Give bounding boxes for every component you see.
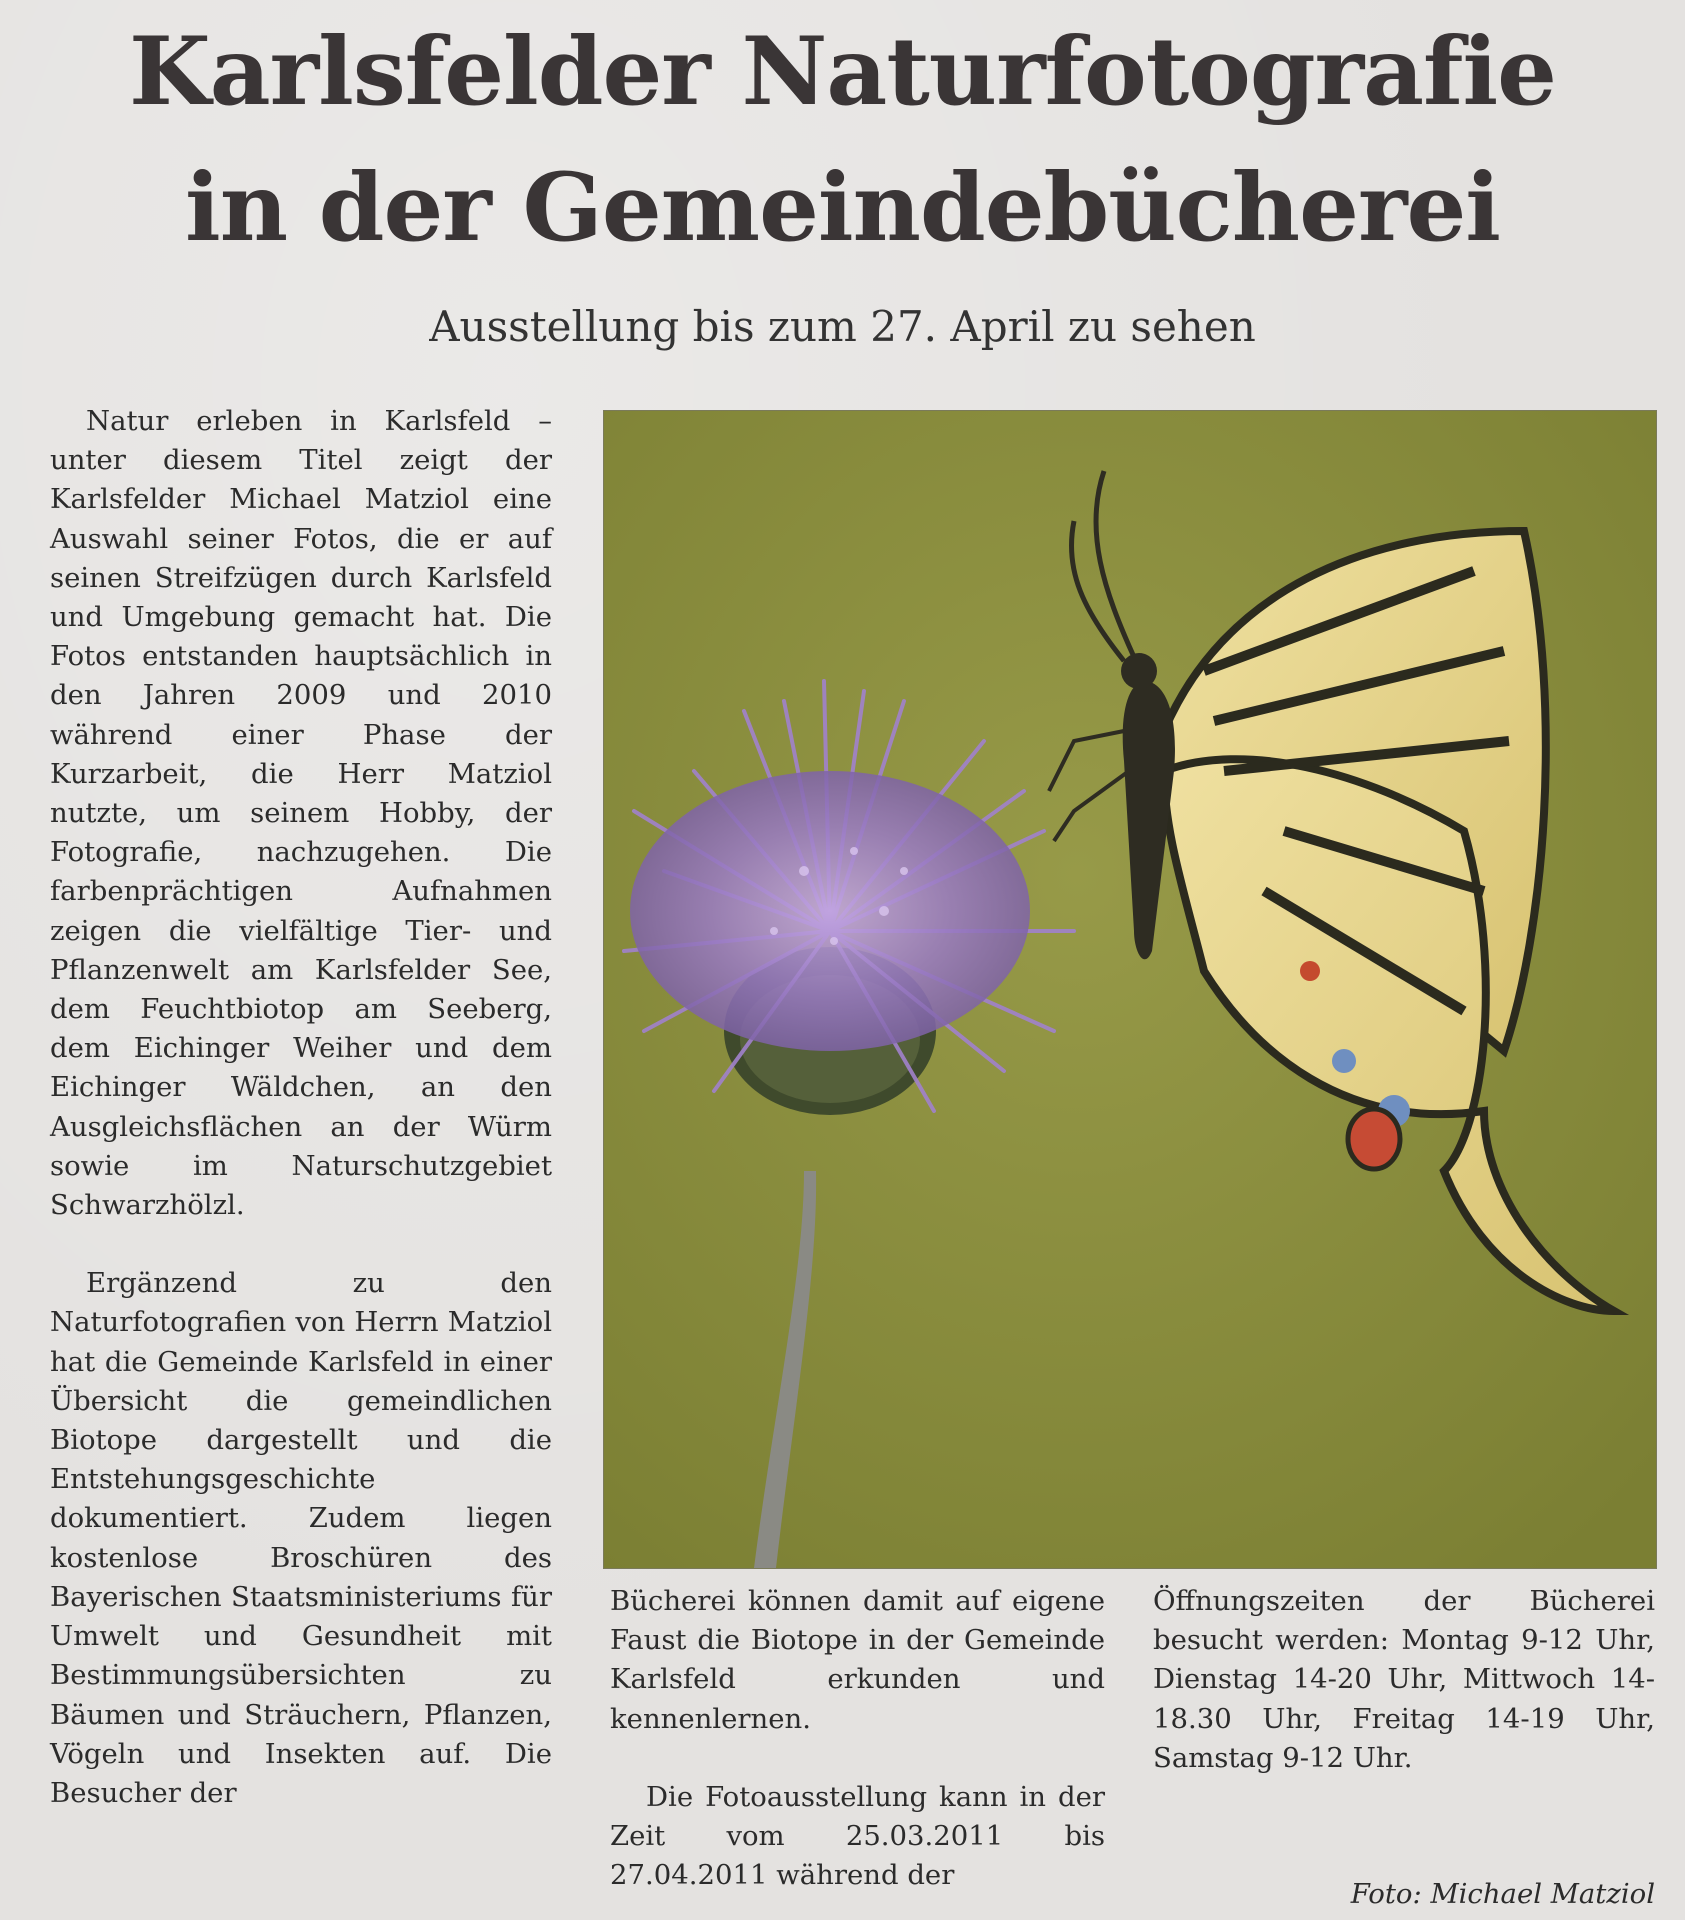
- article-paragraph: Ergänzend zu den Naturfotografien von Herrn Matziol hat die Gemeinde Karlsfeld in einer Übersicht die gemeindlichen Biotope dargestellt und die Entstehungsgeschichte dokumentiert. Zudem liegen kostenlose Broschüren des Bayerischen Staatsministeriums für Umwelt und Gesundheit mit Bestimmungsübersichten zu Bäumen und Sträuchern, Pflanzen, Vögeln und Insekten auf. Die Besucher der: [50, 1267, 552, 1809]
- article-paragraph: Natur erleben in Karlsfeld – unter diesem Titel zeigt der Karlsfelder Michael Matziol eine Auswahl seiner Fotos, die er auf seinen Streifzügen durch Karlsfeld und Umgebung gemacht hat. Die Fotos entstanden hauptsächlich in den Jahren 2009 und 2010 während einer Phase der Kurzarbeit, die Herr Matziol nutzte, um seinem Hobby, der Fotografie, nachzugehen. Die farbenprächtigen Aufnahmen zeigen die vielfältige Tier- und Pflanzenwelt am Karlsfelder See, dem Feuchtbiotop am Seeberg, dem Eichinger Weiher und dem Eichinger Wäldchen, an den Ausgleichsflächen an der Würm sowie im Naturschutzgebiet Schwarzhölzl.: [50, 405, 552, 1222]
- headline-line-2: in der Gemeindebücherei: [185, 153, 1500, 263]
- article-paragraph: Die Fotoausstellung kann in der Zeit vom 25.03.2011 bis 27.04.2011 während der: [610, 1780, 1105, 1892]
- headline-line-1: Karlsfelder Naturfotografie: [129, 17, 1556, 127]
- article-photo: [603, 410, 1657, 1569]
- subheadline: Ausstellung bis zum 27. April zu sehen: [429, 302, 1256, 351]
- article-column-left: [50, 402, 552, 1813]
- article-paragraph: Öffnungszeiten der Bücherei besucht werden: Montag 9-12 Uhr, Dienstag 14-20 Uhr, Mittwoch 14-18.30 Uhr, Freitag 14-19 Uhr, Samstag 9-12 Uhr.: [1153, 1585, 1655, 1774]
- butterfly-on-thistle-photo: [604, 411, 1656, 1568]
- photo-credit: Foto: Michael Matziol: [1350, 1878, 1655, 1910]
- article-paragraph: Bücherei können damit auf eigene Faust die Biotope in der Gemeinde Karlsfeld erkunden und kennenlernen.: [610, 1585, 1105, 1735]
- article-column-middle: [610, 1582, 1105, 1895]
- article-column-right: [1153, 1582, 1655, 1778]
